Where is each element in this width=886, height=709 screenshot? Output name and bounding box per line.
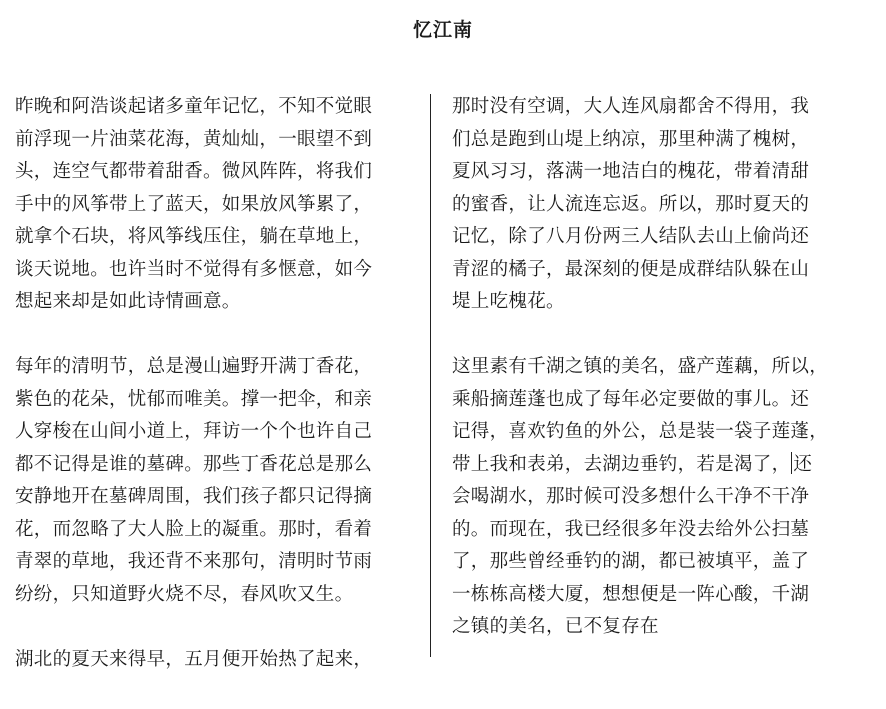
text-line: 夏风习习，落满一地洁白的槐花，带着清甜 [452,161,810,182]
text-segment: 还 [793,453,813,475]
document-title: 忆江南 [412,19,473,41]
text-line: 想起来却是如此诗情画意。 [15,291,241,312]
text-line-with-cursor [452,449,852,482]
text-line: 了，那些曾经垂钓的湖，都已被填平，盖了 [452,551,810,572]
text-line: 头，连空气都带着甜香。微风阵阵，将我们 [15,161,373,182]
text-line: 湖北的夏天来得早，五月便开始热了起来， [15,648,373,670]
paragraph[interactable] [15,351,415,611]
right-column[interactable] [452,91,852,676]
text-line: 每年的清明节，总是漫山遍野开满丁香花， [15,356,373,377]
paragraph[interactable] [15,644,415,677]
text-line: 青涩的橘子，最深刻的便是成群结队躲在山 [452,258,810,280]
text-line: 就拿个石块，将风筝线压住，躺在草地上， [15,226,373,247]
text-line: 乘船摘莲蓬也成了每年必定要做的事儿。还 [452,388,810,410]
text-line: 一栋栋高楼大厦，想想便是一阵心酸，千湖 [452,583,810,605]
text-line: 的蜜香，让人流连忘返。所以，那时夏天的 [452,193,810,215]
paragraph[interactable] [452,91,852,319]
text-line: 纷纷，只知道野火烧不尽，春风吹又生。 [15,583,354,605]
text-line: 会喝湖水，那时候可没多想什么干净不干净 [452,486,810,507]
text-line: 人穿梭在山间小道上，拜访一个个也许自己 [15,421,373,442]
text-line: 那时没有空调，大人连风扇都舍不得用，我 [452,96,810,117]
text-line: 们总是跑到山堤上纳凉，那里种满了槐树， [452,128,810,150]
column-divider [430,94,431,657]
text-line: 昨晚和阿浩谈起诸多童年记忆，不知不觉眼 [15,96,373,117]
text-line: 花，而忽略了大人脸上的凝重。那时，看着 [15,518,373,540]
text-line: 紫色的花朵，忧郁而唯美。撑一把伞，和亲 [15,388,373,410]
text-line: 谈天说地。也许当时不觉得有多惬意，如今 [15,258,373,280]
text-line: 都不记得是谁的墓碑。那些丁香花总是那么 [15,453,373,475]
text-line: 这里素有千湖之镇的美名，盛产莲藕，所以， [452,356,829,377]
text-line: 之镇的美名，已不复存在 [452,616,659,637]
text-line: 手中的风筝带上了蓝天，如果放风筝累了， [15,193,373,215]
text-line: 前浮现一片油菜花海，黄灿灿，一眼望不到 [15,128,373,150]
text-line: 记得，喜欢钓鱼的外公，总是装一袋子莲蓬， [452,421,829,442]
paragraph[interactable] [15,91,415,319]
text-line: 记忆，除了八月份两三人结队去山上偷尚还 [452,226,810,247]
text-line: 堤上吃槐花。 [452,291,565,312]
text-line: 的。而现在，我已经很多年没去给外公扫墓 [452,518,810,540]
paragraph[interactable] [452,351,852,644]
left-column[interactable] [15,91,415,709]
text-line: 青翠的草地，我还背不来那句，清明时节雨 [15,551,373,572]
text-segment: 带上我和表弟，去湖边垂钓，若是渴了， [452,453,791,475]
text-line: 安静地开在墓碑周围，我们孩子都只记得摘 [15,486,373,507]
